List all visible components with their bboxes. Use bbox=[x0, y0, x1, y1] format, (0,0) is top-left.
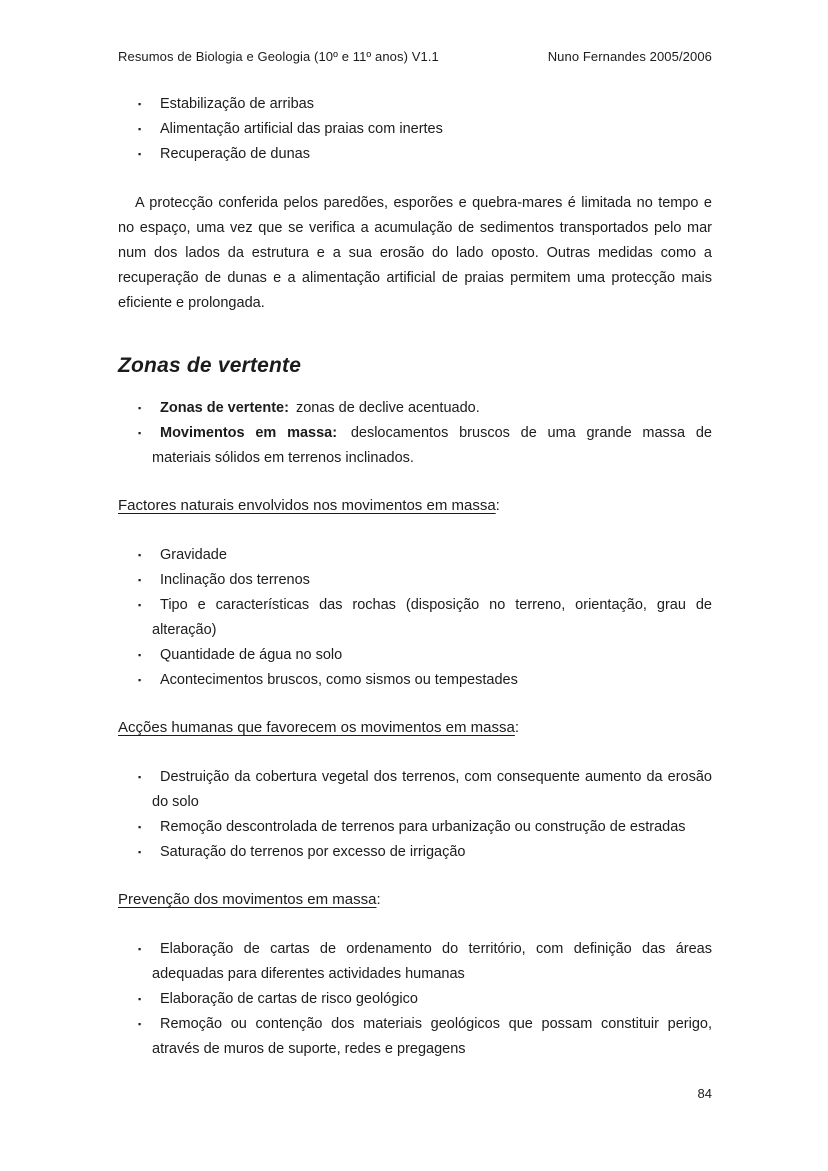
subsection-heading-suffix: : bbox=[376, 891, 381, 908]
list-item bbox=[118, 396, 712, 421]
subsection-heading-suffix: : bbox=[514, 719, 520, 736]
header-title: Resumos de Biologia e Geologia (10º e 11º anos) V1.1 bbox=[118, 49, 439, 64]
list-item bbox=[118, 568, 712, 593]
bullet-icon: ▪ bbox=[138, 428, 142, 438]
list-item bbox=[118, 987, 712, 1012]
bullet-icon: ▪ bbox=[138, 149, 142, 159]
bullet-icon: ▪ bbox=[138, 1019, 142, 1029]
list-item-text: Remoção ou contenção dos materiais geológicos que possam constituir perigo, através de muros de suporte, redes e pregagens bbox=[152, 1016, 712, 1057]
list-item bbox=[118, 840, 712, 865]
subsection-heading-text: Acções humanas que favorecem os movimentos em massa bbox=[118, 719, 515, 736]
bullet-icon: ▪ bbox=[138, 124, 142, 134]
definitions-list bbox=[118, 396, 712, 471]
bullet-icon: ▪ bbox=[138, 650, 142, 660]
bullet-icon: ▪ bbox=[138, 575, 142, 585]
list-item bbox=[118, 1012, 712, 1062]
list-item-text: Inclinação dos terrenos bbox=[160, 572, 310, 588]
bullet-icon: ▪ bbox=[138, 822, 142, 832]
list-item-text: Quantidade de água no solo bbox=[160, 647, 343, 663]
list-item-text: Acontecimentos bruscos, como sismos ou tempestades bbox=[160, 672, 518, 688]
list-item-text: Elaboração de cartas de ordenamento do território, com definição das áreas adequadas para diferentes actividades humanas bbox=[152, 941, 712, 982]
subsection-heading-text: Factores naturais envolvidos nos movimentos em massa bbox=[118, 497, 496, 514]
coastal-measures-list bbox=[118, 92, 712, 167]
bullet-icon: ▪ bbox=[138, 994, 142, 1004]
list-item bbox=[118, 643, 712, 668]
page-header bbox=[118, 48, 712, 66]
list-item-text: Estabilização de arribas bbox=[160, 96, 314, 112]
list-item bbox=[118, 421, 712, 471]
list-item-text: Tipo e características das rochas (disposição no terreno, orientação, grau de alteração) bbox=[152, 597, 712, 638]
definition-text: zonas de declive acentuado. bbox=[291, 400, 480, 416]
page-number: 84 bbox=[697, 1086, 712, 1101]
list-item bbox=[118, 765, 712, 815]
bullet-icon: ▪ bbox=[138, 99, 142, 109]
list-item-text: Gravidade bbox=[160, 547, 227, 563]
list-item-text: Destruição da cobertura vegetal dos terrenos, com consequente aumento da erosão do solo bbox=[152, 769, 712, 810]
list-item bbox=[118, 815, 712, 840]
definition-lead: Movimentos em massa: bbox=[160, 425, 338, 441]
list-item-text: Recuperação de dunas bbox=[160, 146, 310, 162]
section-title: Zonas de vertente bbox=[118, 354, 302, 377]
subsection-heading-factores bbox=[118, 495, 712, 517]
bullet-icon: ▪ bbox=[138, 944, 142, 954]
bullet-icon: ▪ bbox=[138, 847, 142, 857]
bullet-icon: ▪ bbox=[138, 600, 142, 610]
subsection-heading-prevencao bbox=[118, 889, 712, 911]
prevencao-list bbox=[118, 937, 712, 1062]
subsection-heading-accoes bbox=[118, 717, 712, 739]
list-item-text: Remoção descontrolada de terrenos para urbanização ou construção de estradas bbox=[160, 819, 686, 835]
list-item-text: Alimentação artificial das praias com inertes bbox=[160, 121, 443, 137]
bullet-icon: ▪ bbox=[138, 403, 142, 413]
list-item bbox=[118, 593, 712, 643]
bullet-icon: ▪ bbox=[138, 675, 142, 685]
bullet-icon: ▪ bbox=[138, 550, 142, 560]
list-item bbox=[118, 92, 712, 117]
list-item bbox=[118, 117, 712, 142]
definition-lead: Zonas de vertente: bbox=[160, 400, 289, 416]
protection-paragraph: A protecção conferida pelos paredões, esporões e quebra-mares é limitada no tempo e no espaço, uma vez que se verifica a acumulação de sedimentos transportados pelo mar num dos lados da estrutura e a sua erosão do lado oposto. Outras medidas como a recuperação de dunas e a alimentação artificial de praias permitem uma protecção mais eficiente e prolongada. bbox=[118, 195, 712, 311]
factores-list bbox=[118, 543, 712, 693]
list-item bbox=[118, 543, 712, 568]
list-item-text: Elaboração de cartas de risco geológico bbox=[160, 991, 418, 1007]
definition-text: deslocamentos bruscos de uma grande massa de materiais sólidos em terrenos inclinados. bbox=[152, 425, 712, 466]
accoes-list bbox=[118, 765, 712, 865]
header-author: Nuno Fernandes 2005/2006 bbox=[547, 49, 712, 64]
bullet-icon: ▪ bbox=[138, 772, 142, 782]
subsection-heading-text: Prevenção dos movimentos em massa bbox=[118, 891, 377, 908]
list-item-text: Saturação do terrenos por excesso de irrigação bbox=[160, 844, 466, 860]
list-item bbox=[118, 142, 712, 167]
list-item bbox=[118, 668, 712, 693]
subsection-heading-suffix: : bbox=[495, 497, 500, 514]
list-item bbox=[118, 937, 712, 987]
